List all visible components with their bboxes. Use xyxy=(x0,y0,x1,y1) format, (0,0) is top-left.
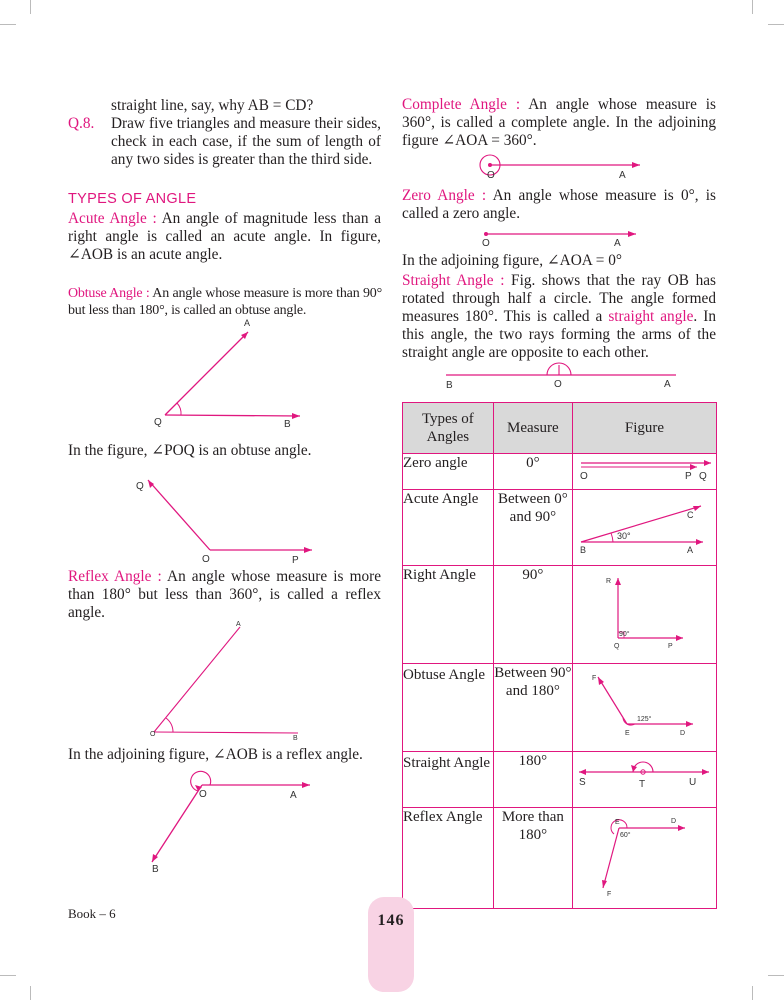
figure-complete-angle xyxy=(470,150,650,185)
crop-mark xyxy=(768,24,784,25)
label-o: O xyxy=(482,238,490,249)
figure-angle-poq xyxy=(130,470,330,570)
header-measure: Measure xyxy=(493,403,572,454)
figure-cell xyxy=(572,454,716,490)
label-e: E xyxy=(624,730,630,737)
label-b: B xyxy=(293,735,298,742)
label-p: P xyxy=(684,471,692,482)
header-figure: Figure xyxy=(572,403,716,454)
page-number: 146 xyxy=(377,912,405,929)
angle-types-table xyxy=(402,402,717,909)
straight-angle-term: Straight Angle : xyxy=(402,272,505,289)
zero-angle-equation: In the adjoining figure, ∠AOA = 0° xyxy=(402,252,623,269)
figure-obtuse xyxy=(573,664,716,746)
header-types: Types of Angles xyxy=(403,403,494,454)
label-o: O xyxy=(199,789,207,800)
label-b: B xyxy=(284,419,291,430)
measure-cell: More than 180° xyxy=(493,808,572,909)
crop-mark xyxy=(0,975,16,976)
measure-cell: Between 0° and 90° xyxy=(493,490,572,566)
label-a: A xyxy=(619,170,626,181)
type-cell xyxy=(403,752,494,808)
figure-acute xyxy=(573,490,716,560)
label-q: Q xyxy=(698,471,707,482)
label-q: Q xyxy=(613,643,620,650)
figure-zero-angle xyxy=(470,225,650,251)
table-header-row xyxy=(403,403,717,454)
zero-angle-definition xyxy=(402,187,716,223)
label-o: O xyxy=(579,471,588,482)
figure-cell xyxy=(572,490,716,566)
label-f: F xyxy=(606,891,612,898)
crop-mark xyxy=(30,0,31,14)
figure-straight-angle xyxy=(440,360,690,395)
type-text: Obtuse Angle xyxy=(403,667,486,683)
zero-angle-term: Zero Angle : xyxy=(402,187,487,204)
crop-mark xyxy=(752,0,753,14)
aob-statement: In the adjoining figure, ∠AOB is a reflex angle. xyxy=(68,746,363,763)
zero-angle-text: An angle whose measure is 0°, is called a zero angle. xyxy=(402,187,716,222)
figure-reflex-aob xyxy=(140,770,320,880)
complete-angle-text: An angle whose measure is 360°, is called a complete angle. In the adjoining figure ∠AOA = 360°. xyxy=(402,96,716,149)
label-a: A xyxy=(236,621,241,628)
figure-cell xyxy=(572,566,716,664)
complete-angle-definition xyxy=(402,96,716,150)
label-a: A xyxy=(686,545,693,555)
straight-angle-text-end: . In this angle, the two rays forming the arms of the straight angle are opposite to each other. xyxy=(402,308,716,361)
table-row xyxy=(403,566,717,664)
label-t: T xyxy=(638,779,646,790)
table-row xyxy=(403,664,717,752)
label-p: P xyxy=(292,555,299,566)
label-a: A xyxy=(664,379,671,390)
acute-angle-term: Acute Angle : xyxy=(68,210,157,227)
label-90: 90° xyxy=(618,631,630,638)
label-d: D xyxy=(670,818,677,825)
table-row xyxy=(403,752,717,808)
label-o: O xyxy=(150,731,156,738)
reflex-angle-definition xyxy=(68,568,381,622)
figure-reflex xyxy=(573,808,716,903)
label-60: 60° xyxy=(619,832,631,839)
type-cell: Zero angle xyxy=(403,454,494,490)
label-s: S xyxy=(578,777,586,788)
figure-right xyxy=(573,566,716,658)
label-b: B xyxy=(152,864,159,875)
type-cell: Reflex Angle xyxy=(403,808,494,909)
straight-angle-definition xyxy=(402,272,716,362)
figure-angle-aqb xyxy=(140,310,320,430)
label-c: C xyxy=(686,510,694,520)
obtuse-angle-text: An angle whose measure is more than 90° but less than 180°, is called an obtuse angle. xyxy=(68,286,382,318)
label-o: O xyxy=(202,554,210,565)
figure-cell xyxy=(572,752,716,808)
label-b: B xyxy=(579,545,586,555)
measure-cell: Between 90° and 180° xyxy=(493,664,572,752)
straight-angle-highlight: straight angle xyxy=(608,308,694,325)
section-heading: TYPES OF ANGLE xyxy=(68,191,197,207)
q8-text: Draw five triangles and measure their sides, check in each case, if the sum of length of any two sides is greater than the third side. xyxy=(111,115,381,168)
label-f: F xyxy=(591,675,597,682)
table-row xyxy=(403,490,717,566)
figure-straight xyxy=(573,752,716,802)
crop-mark xyxy=(30,986,31,1000)
q8-number: Q.8. xyxy=(68,115,95,132)
label-o: O xyxy=(487,170,495,181)
figure-cell xyxy=(572,808,716,909)
crop-mark xyxy=(768,975,784,976)
label-a: A xyxy=(244,318,251,328)
label-a: A xyxy=(614,238,621,249)
obtuse-angle-term: Obtuse Angle : xyxy=(68,286,150,301)
label-b: B xyxy=(446,380,453,391)
poq-statement: In the figure, ∠POQ is an obtuse angle. xyxy=(68,442,312,459)
label-r: R xyxy=(605,578,612,585)
figure-reflex-angle xyxy=(140,615,310,745)
label-u: U xyxy=(688,777,697,788)
crop-mark xyxy=(752,986,753,1000)
crop-mark xyxy=(0,24,16,25)
book-label: Book – 6 xyxy=(68,906,116,921)
measure-cell: 0° xyxy=(493,454,572,490)
label-e: E xyxy=(614,819,620,826)
figure-cell xyxy=(572,664,716,752)
label-o: O xyxy=(554,379,562,390)
complete-angle-term: Complete Angle : xyxy=(402,96,521,113)
type-cell xyxy=(403,664,494,752)
label-30: 30° xyxy=(616,531,631,541)
table-row xyxy=(403,808,717,909)
label-p: P xyxy=(667,643,673,650)
label-125: 125° xyxy=(636,716,652,723)
reflex-angle-text: An angle whose measure is more than 180° but less than 360°, is called a reflex angle. xyxy=(68,568,381,621)
reflex-angle-term: Reflex Angle : xyxy=(68,568,162,585)
acute-angle-definition xyxy=(68,210,381,264)
label-d: D xyxy=(679,730,686,737)
type-text: Straight Angle xyxy=(403,755,491,771)
q7-tail: straight line, say, why AB = CD? xyxy=(111,97,314,114)
label-a: A xyxy=(290,790,297,801)
figure-zero xyxy=(573,454,716,484)
type-cell: Right Angle xyxy=(403,566,494,664)
measure-cell: 180° xyxy=(493,752,572,808)
label-q: Q xyxy=(136,481,144,492)
table-row xyxy=(403,454,717,490)
type-cell: Acute Angle xyxy=(403,490,494,566)
measure-cell: 90° xyxy=(493,566,572,664)
acute-angle-text: An angle of magnitude less than a right angle is called an acute angle. In figure, ∠AOB is an acute angle. xyxy=(68,210,381,263)
label-q: Q xyxy=(154,417,162,428)
straight-angle-text: Fig. shows that the ray OB has rotated through half a circle. The angle formed measures 180°. This is called a xyxy=(402,272,716,325)
